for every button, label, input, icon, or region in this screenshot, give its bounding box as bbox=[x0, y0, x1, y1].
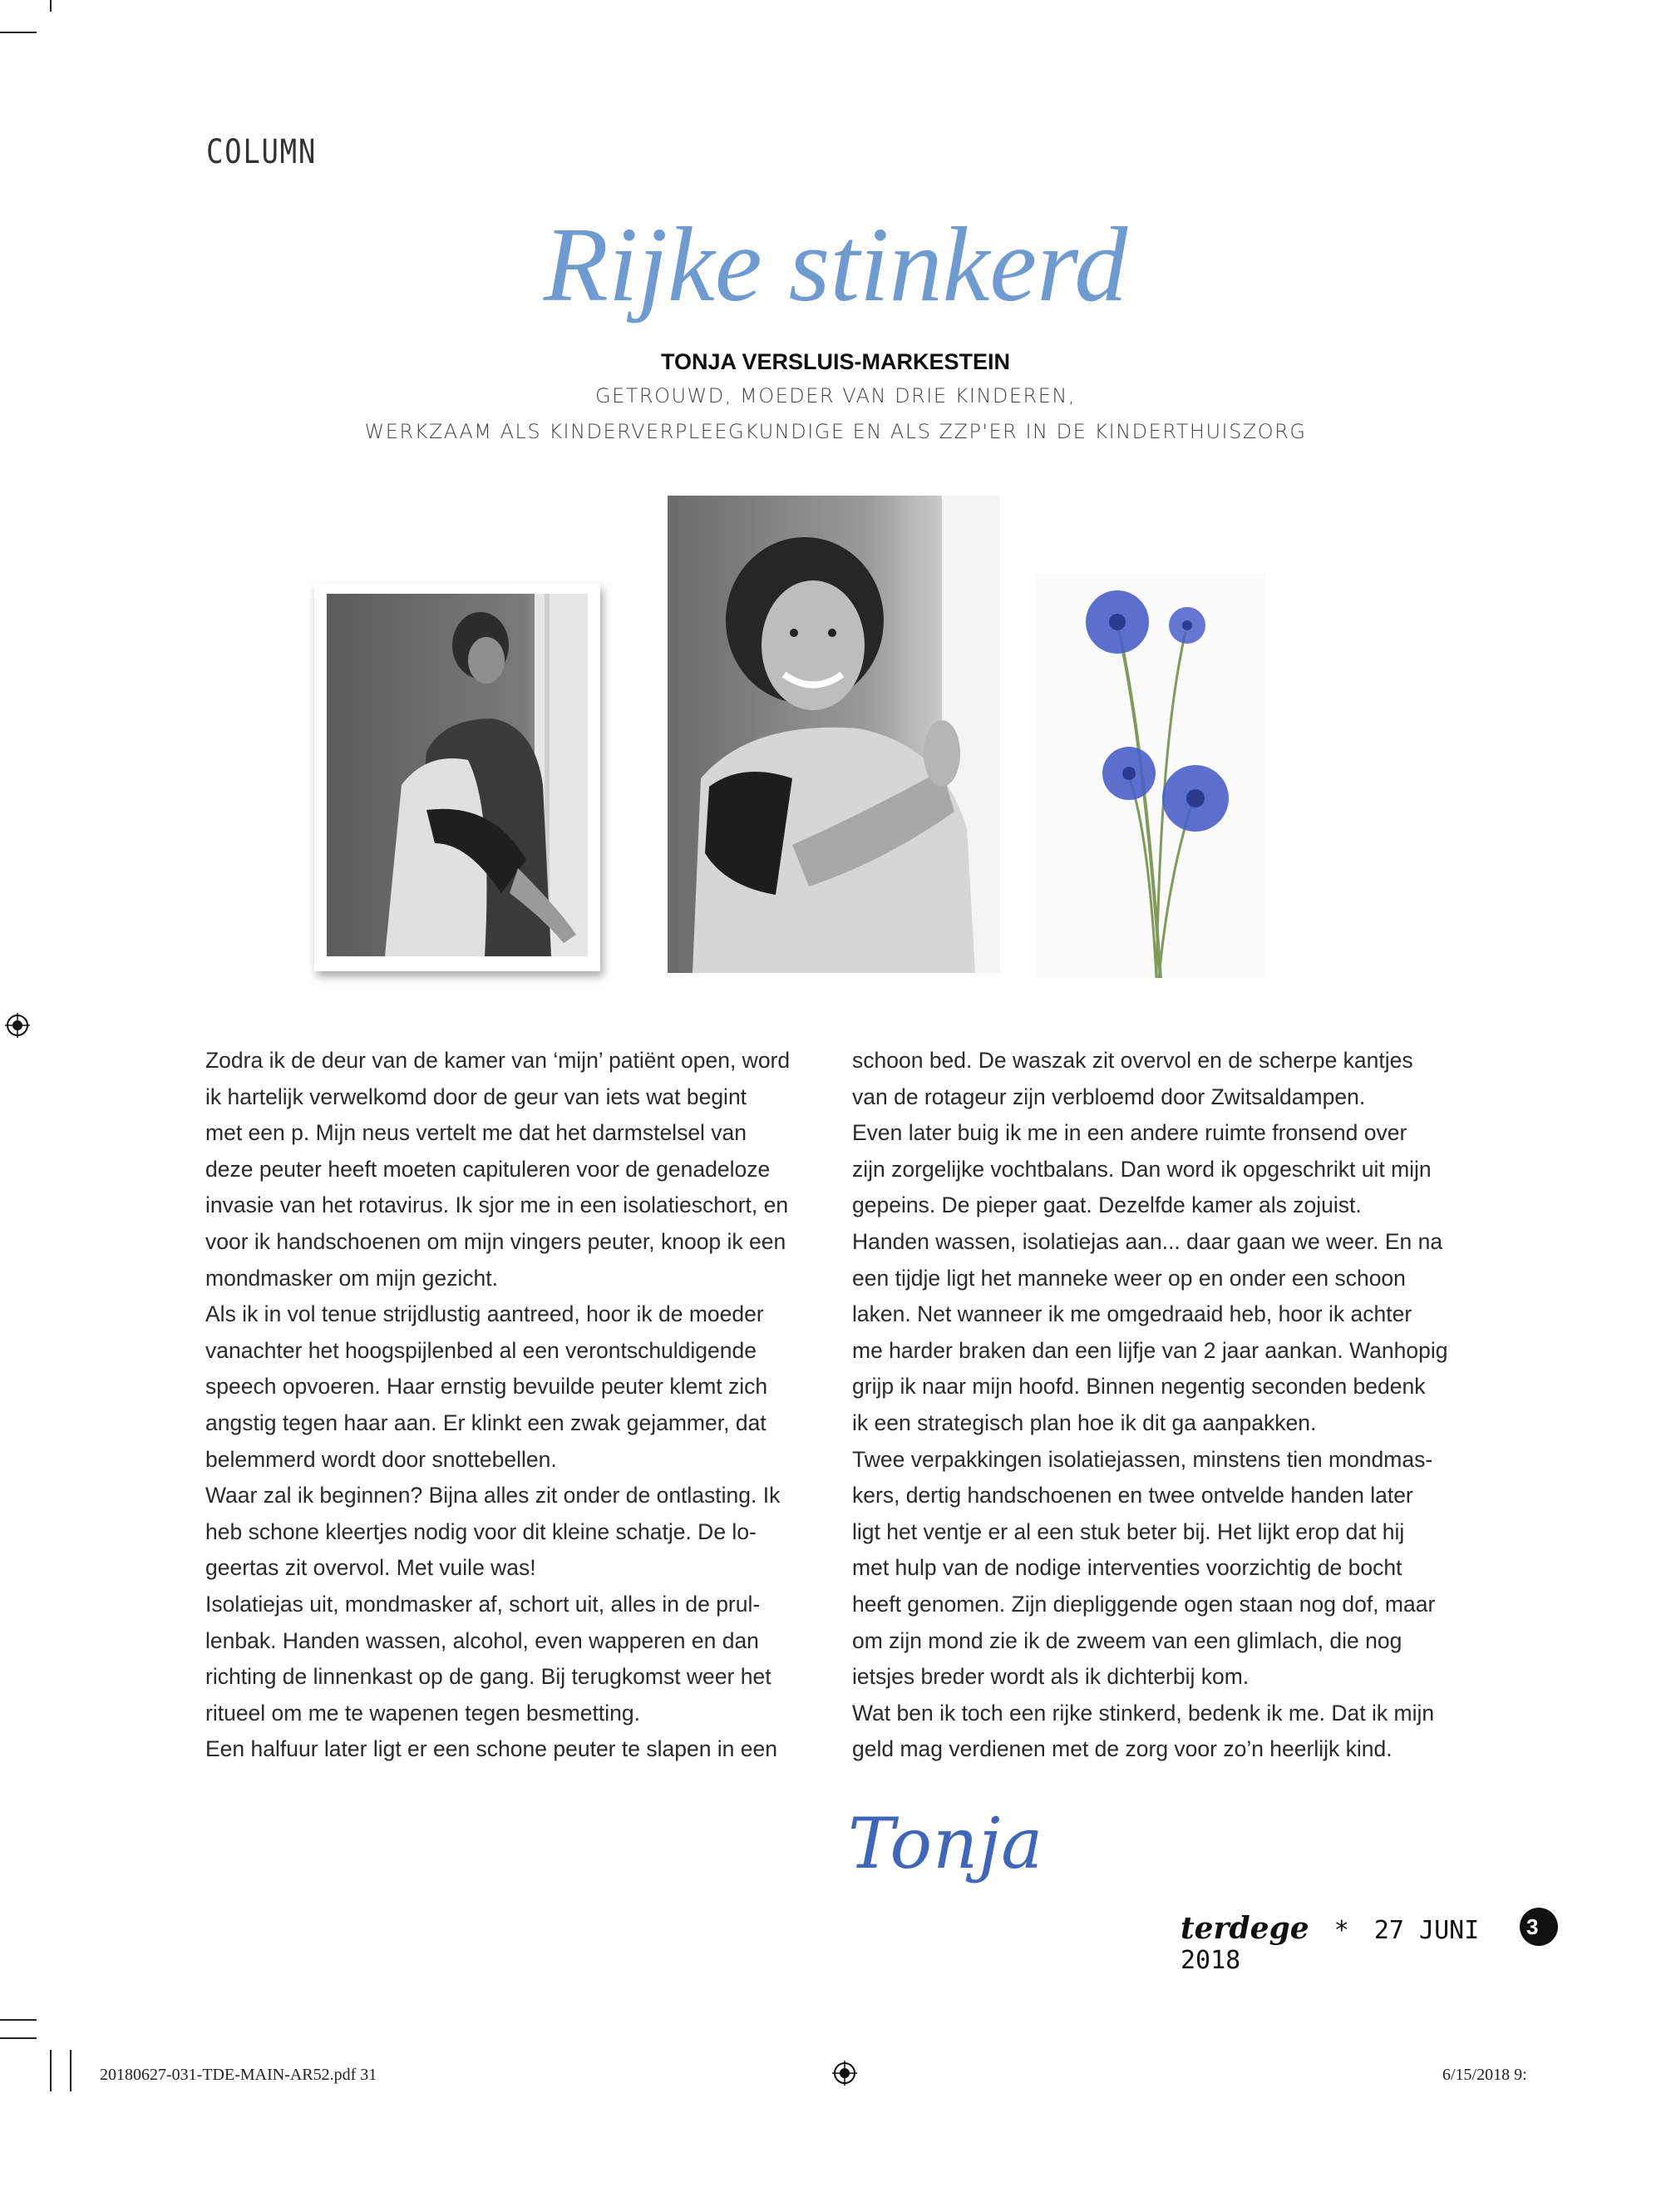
article-line: Waar zal ik beginnen? Bijna alles zit onder de ontlasting. Ik bbox=[205, 1483, 781, 1508]
footer-separator: * bbox=[1333, 1916, 1349, 1945]
article-column-left bbox=[205, 1043, 821, 1768]
cornflower-photo bbox=[1036, 574, 1265, 978]
crop-mark bbox=[50, 2050, 52, 2091]
article-title: Rijke stinkerd bbox=[543, 205, 1128, 323]
article-line: ik hartelijk verwelkomd door de geur van iets wat begint bbox=[205, 1084, 747, 1109]
article-line: invasie van het rotavirus. Ik sjor me in een isolatieschort, en bbox=[205, 1192, 789, 1218]
article-line: Zodra ik de deur van de kamer van ‘mijn’ patiënt open, word bbox=[205, 1048, 791, 1073]
article-line: geld mag verdienen met de zorg voor zo’n heerlijk kind. bbox=[852, 1736, 1392, 1762]
article-line: laken. Net wanneer ik me omgedraaid heb, hoor ik achter bbox=[852, 1301, 1412, 1327]
section-kicker: COLUMN bbox=[206, 133, 318, 171]
article-line: deze peuter heeft moeten capituleren voor de genadeloze bbox=[205, 1156, 771, 1182]
woman-at-window-photo bbox=[327, 594, 588, 956]
article-line: mondmasker om mijn gezicht. bbox=[205, 1265, 498, 1291]
article-line: Wat ben ik toch een rijke stinkerd, bedenk ik me. Dat ik mijn bbox=[852, 1700, 1435, 1726]
author-bio-line-1: GETROUWD, MOEDER VAN DRIE KINDEREN, bbox=[595, 384, 1076, 407]
registration-mark-icon bbox=[5, 1013, 30, 1038]
article-line: met een p. Mijn neus vertelt me dat het darmstelsel van bbox=[205, 1120, 747, 1146]
article-line: gepeins. De pieper gaat. Dezelfde kamer als zojuist. bbox=[852, 1192, 1362, 1218]
article-line: schoon bed. De waszak zit overvol en de scherpe kantjes bbox=[852, 1048, 1413, 1073]
issue-date: 27 JUNI 2018 bbox=[1181, 1916, 1480, 1975]
article-line: heeft genomen. Zijn diepliggende ogen staan nog dof, maar bbox=[852, 1591, 1436, 1617]
article-line: me harder braken dan een lijfje van 2 jaar aankan. Wanhopig bbox=[852, 1337, 1448, 1363]
article-line: Een halfuur later ligt er een schone peuter te slapen in een bbox=[205, 1736, 777, 1762]
crop-mark bbox=[0, 2037, 37, 2039]
article-line: geertas zit overvol. Met vuile was! bbox=[205, 1555, 536, 1581]
article-line: ietsjes breder wordt als ik dichterbij kom. bbox=[852, 1664, 1250, 1690]
article-line: ik een strategisch plan hoe ik dit ga aanpakken. bbox=[852, 1410, 1317, 1435]
article-line: belemmerd wordt door snottebellen. bbox=[205, 1446, 557, 1472]
article-line: met hulp van de nodige interventies voorzichtig de bocht bbox=[852, 1555, 1402, 1581]
smiling-woman-portrait-photo bbox=[668, 496, 1000, 973]
crop-mark bbox=[0, 2019, 37, 2021]
print-timestamp: 6/15/2018 9: bbox=[1442, 2066, 1527, 2084]
author-signature: Tonja bbox=[848, 1803, 1044, 1884]
article-line: ritueel om me te wapenen tegen besmetting. bbox=[205, 1700, 640, 1726]
article-line: van de rotageur zijn verbloemd door Zwitsaldampen. bbox=[852, 1084, 1366, 1109]
article-line: Even later buig ik me in een andere ruimte fronsend over bbox=[852, 1120, 1407, 1146]
article-line: Als ik in vol tenue strijdlustig aantreed, hoor ik de moeder bbox=[205, 1301, 764, 1327]
article-line: een tijdje ligt het manneke weer op en onder een schoon bbox=[852, 1265, 1406, 1291]
article-line: Isolatiejas uit, mondmasker af, schort uit, alles in de prul- bbox=[205, 1591, 761, 1617]
author-bio-line-2: WERKZAAM ALS KINDERVERPLEEGKUNDIGE EN ALS ZZP'ER IN DE KINDERTHUISZORG bbox=[364, 420, 1307, 443]
article-line: speech opvoeren. Haar ernstig bevuilde peuter klemt zich bbox=[205, 1374, 768, 1400]
article-line: zijn zorgelijke vochtbalans. Dan word ik opgeschrikt uit mijn bbox=[852, 1156, 1432, 1182]
article-line: ligt het ventje er al een stuk beter bij. Het lijkt erop dat hij bbox=[852, 1518, 1405, 1544]
article-line: grijp ik naar mijn hoofd. Binnen negentig seconden bedenk bbox=[852, 1374, 1426, 1400]
article-line: Handen wassen, isolatiejas aan... daar gaan we weer. En na bbox=[852, 1228, 1443, 1254]
article-line: lenbak. Handen wassen, alcohol, even wapperen en dan bbox=[205, 1627, 759, 1653]
crop-mark bbox=[0, 32, 37, 33]
article-line: om zijn mond zie ik de zweem van een glimlach, die nog bbox=[852, 1627, 1402, 1653]
crop-mark bbox=[50, 0, 52, 12]
article-column-right bbox=[852, 1043, 1467, 1768]
magazine-footer bbox=[1181, 1911, 1534, 1975]
article-line: Twee verpakkingen isolatiejassen, minstens tien mondmas- bbox=[852, 1446, 1433, 1472]
registration-mark-icon bbox=[832, 2061, 857, 2086]
article-line: heb schone kleertjes nodig voor dit kleine schatje. De lo- bbox=[205, 1518, 757, 1544]
page-number: 3 bbox=[1520, 1908, 1558, 1946]
article-line: richting de linnenkast op de gang. Bij terugkomst weer het bbox=[205, 1664, 771, 1690]
article-line: vanachter het hoogspijlenbed al een verontschuldigende bbox=[205, 1337, 757, 1363]
author-name: TONJA VERSLUIS-MARKESTEIN bbox=[660, 349, 1011, 374]
article-line: voor ik handschoenen om mijn vingers peuter, knoop ik een bbox=[205, 1228, 786, 1254]
crop-mark bbox=[70, 2050, 71, 2091]
article-line: angstig tegen haar aan. Er klinkt een zwak gejammer, dat bbox=[205, 1410, 766, 1435]
magazine-brand: terdege bbox=[1181, 1911, 1309, 1946]
print-file-slug: 20180627-031-TDE-MAIN-AR52.pdf 31 bbox=[100, 2066, 377, 2084]
article-line: kers, dertig handschoenen en twee ontvelde handen later bbox=[852, 1483, 1413, 1508]
